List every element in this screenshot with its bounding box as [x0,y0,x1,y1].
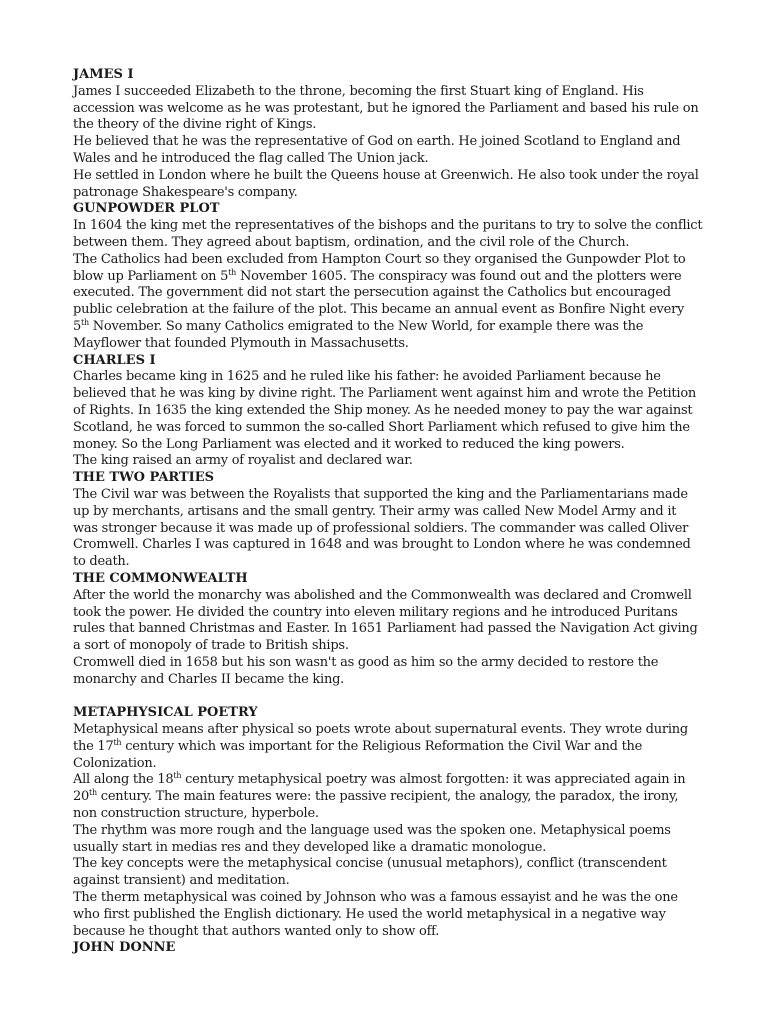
paragraph [73,369,703,453]
ordinal-superscript: th [173,771,182,781]
paragraph [73,218,703,252]
text-run: The Civil war was between the Royalists that supported the king and the Parliamentarians made up by merchants, artisans and the small gentry. Their army was called New Model Army and it was stronger because it was made up of professional soldiers. The commander was called Oliver Cromwell. Charles I was captured in 1648 and was brought to London where he was condemned to death. [73,486,691,570]
section-heading: THE TWO PARTIES [73,470,215,486]
text-run: The therm metaphysical was coined by Johnson who was a famous essayist and he was the one who first published the English dictionary. He used the world metaphysical in a negative way because he thought that authors wanted only to show off. [73,890,678,939]
paragraph [73,168,703,202]
paragraph [73,655,703,689]
paragraph [73,453,703,470]
paragraph [73,487,703,571]
section-heading: THE COMMONWEALTH [73,570,248,586]
text-run: He settled in London where he built the Queens house at Greenwich. He also took under the royal patronage Shakespeare's company. [73,167,699,200]
text-run: The Catholics had been excluded from Hampton Court so they organised the Gunpowder Plot to blow up Parliament on 5 [73,251,686,284]
section-heading: JAMES I [73,67,134,82]
section-heading: METAPHYSICAL POETRY [73,705,258,721]
ordinal-superscript: th [113,737,122,747]
text-run: James I succeeded Elizabeth to the throne, becoming the first Stuart king of England. His accession was welcome as he was protestant, but he ignored the Parliament and based his rule on the theory of the divine right of Kings. [73,83,699,133]
blank-line [73,688,703,705]
text-run: November 1605. The conspiracy was found out and the plotters were executed. The government did not start the persecution against the Catholics but encouraged public celebration at the failure of the plot. This became an annual event as Bonfire Night every 5 [73,268,685,334]
text-run: After the world the monarchy was abolished and the Commonwealth was declared and Cromwell took the power. He divided the country into eleven military regions and he introduced Puritans rules that banned Christmas and Easter. In 1651 Parliament had passed the Navigation Act giving a sort of monopoly of trade to British ships. [73,587,698,654]
text-run: All along the 18 [73,772,174,788]
ordinal-superscript: th [89,788,97,798]
paragraph [73,823,703,857]
text-run: Metaphysical means after physical so poets wrote about supernatural events. They wrote during the 17 [73,722,688,754]
text-run: Charles became king in 1625 and he ruled like his father: he avoided Parliament because he believed that he was king by divine right. The Parliament went against him and wrote the Petition of Rights. In 1635 the king extended the Ship money. As he needed money to pay the war against Scotland, he was forced to summon the so-called Short Parliament which refused to give him the money. So the Long Parliament was elected and it worked to reduced the king powers. [73,369,697,452]
text-run: In 1604 the king met the representatives of the bishops and the puritans to try to solve the conflict between them. They agreed about baptism, ordination, and the civil role of the Church. [73,218,703,250]
paragraph [73,134,703,168]
text-run: century which was important for the Religious Reformation the Civil War and the Colonization. [73,738,643,771]
paragraph [73,772,703,822]
ordinal-superscript: th [228,267,237,277]
paragraph [73,252,703,353]
section-heading: CHARLES I [73,352,156,368]
paragraph [73,722,703,772]
paragraph [73,856,703,890]
text-run: century metaphysical poetry was almost forgotten: it was appreciated again in 20 [73,772,686,805]
section-heading: JOHN DONNE [73,940,176,956]
text-run: century. The main features were: the passive recipient, the analogy, the paradox, the irony, non construction structure, hyperbole. [73,789,679,822]
section-heading: GUNPOWDER PLOT [73,201,220,217]
text-run: The king raised an army of royalist and declared war. [73,453,413,469]
paragraph [73,890,703,940]
text-run: November. So many Catholics emigrated to the New World, for example there was the Mayflower that founded Plymouth in Massachusetts. [73,318,644,351]
paragraph [73,588,703,655]
text-run: Cromwell died in 1658 but his son wasn't as good as him so the army decided to restore the monarchy and Charles II became the king. [73,654,659,687]
text-run: He believed that he was the representative of God on earth. He joined Scotland to England and Wales and he introduced the flag called The Union jack. [73,134,681,166]
text-run: The rhythm was more rough and the language used was the spoken one. Metaphysical poems usually start in medias res and they developed like a dramatic monologue. [73,822,671,855]
text-run: The key concepts were the metaphysical concise (unusual metaphors), conflict (transcendent against transient) and meditation. [73,856,667,889]
paragraph [73,84,703,134]
ordinal-superscript: th [81,317,89,327]
document-page [73,67,703,957]
